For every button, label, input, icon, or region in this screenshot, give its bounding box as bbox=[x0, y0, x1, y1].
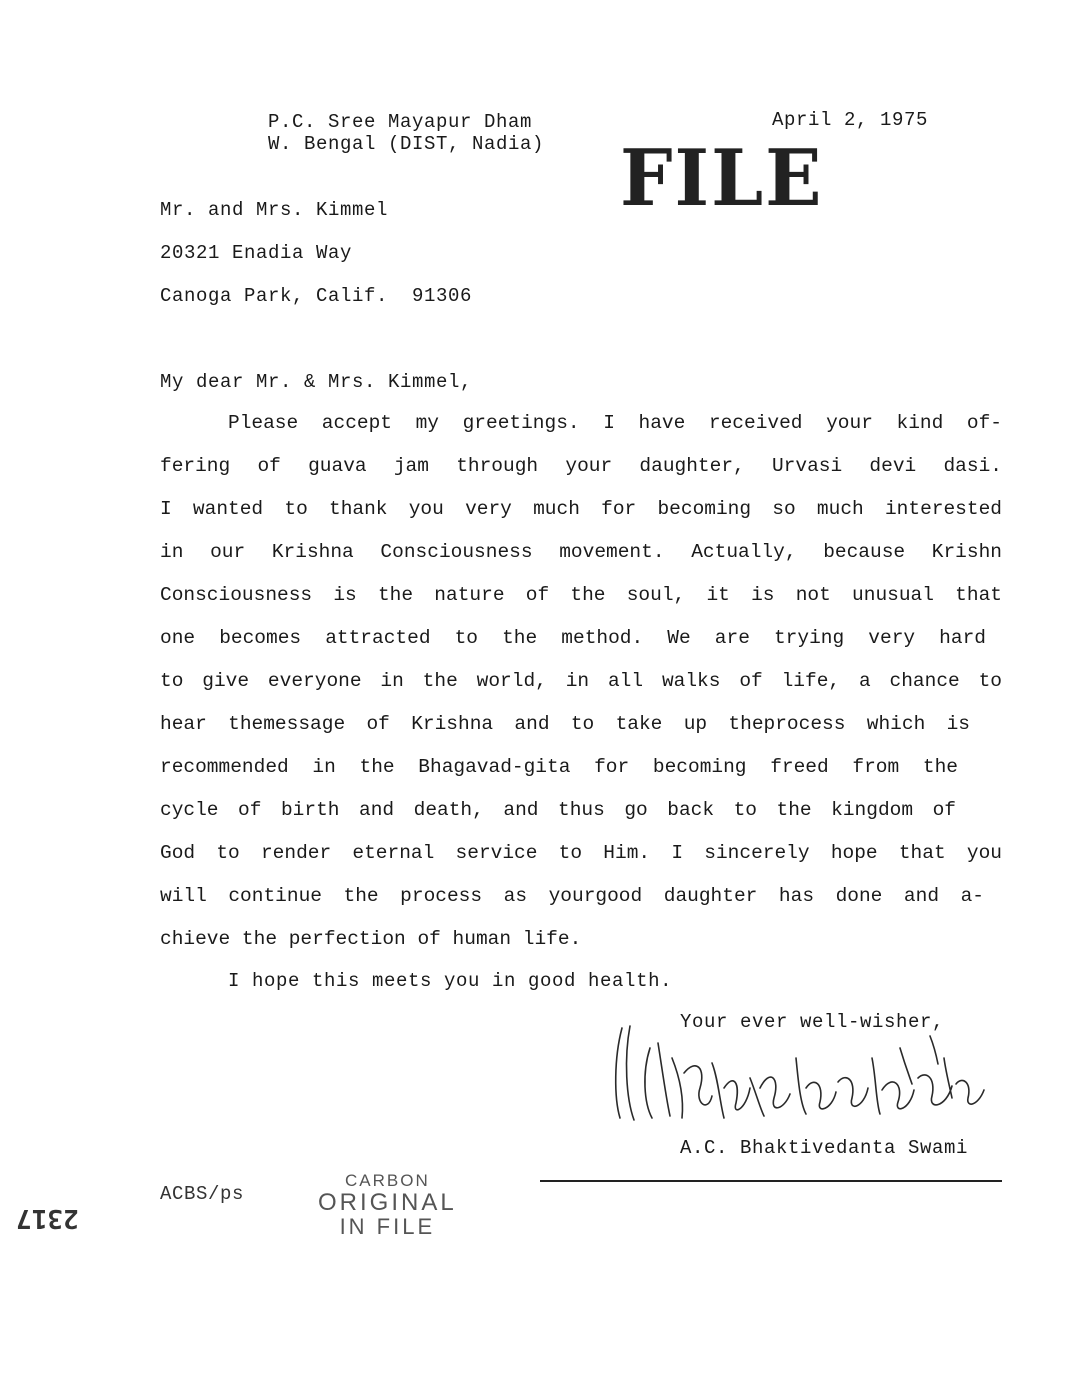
body-line: I wanted to thank you very much for becoming so much interested bbox=[160, 498, 1002, 520]
body-line: to give everyone in the world, in all walks of life, a chance to bbox=[160, 670, 1002, 692]
recipient-city: Canoga Park, Calif. 91306 bbox=[160, 285, 473, 307]
signer-name: A.C. Bhaktivedanta Swami bbox=[680, 1137, 969, 1159]
stamp-line: CARBON bbox=[344, 1171, 430, 1190]
sender-address-line-2: W. Bengal (DIST, Nadia) bbox=[268, 133, 545, 155]
carbon-original-stamp bbox=[318, 1172, 457, 1238]
body-line: in our Krishna Consciousness movement. Actually, because Krishn bbox=[160, 541, 1002, 563]
body-line: Consciousness is the nature of the soul, it is not unusual that bbox=[160, 584, 1002, 606]
body-line: recommended in the Bhagavad-gita for becoming freed from the bbox=[160, 756, 958, 778]
letter-date: April 2, 1975 bbox=[772, 109, 929, 131]
closing-line: I hope this meets you in good health. bbox=[228, 970, 673, 992]
reference-initials: ACBS/ps bbox=[160, 1183, 245, 1205]
body-line: chieve the perfection of human life. bbox=[160, 928, 582, 950]
body-line: one becomes attracted to the method. We are trying very hard bbox=[160, 627, 986, 649]
file-stamp: FILE bbox=[620, 133, 824, 225]
body-line: God to render eternal service to Him. I sincerely hope that you bbox=[160, 842, 1002, 864]
page-number: 2317 bbox=[16, 1203, 79, 1233]
body-line: will continue the process as yourgood daughter has done and a- bbox=[160, 885, 984, 907]
stamp-line: IN FILE bbox=[339, 1214, 436, 1240]
signature-rule bbox=[540, 1180, 1002, 1182]
sender-address-line-1: P.C. Sree Mayapur Dham bbox=[268, 111, 533, 133]
salutation: My dear Mr. & Mrs. Kimmel, bbox=[160, 371, 473, 393]
body-line: hear themessage of Krishna and to take up theprocess which is bbox=[160, 713, 970, 735]
handwritten-signature bbox=[600, 1018, 1000, 1133]
body-line: cycle of birth and death, and thus go back to the kingdom of bbox=[160, 799, 956, 821]
recipient-name: Mr. and Mrs. Kimmel bbox=[160, 199, 389, 221]
recipient-street: 20321 Enadia Way bbox=[160, 242, 353, 264]
stamp-line: ORIGINAL bbox=[318, 1188, 457, 1216]
valediction: Your ever well-wisher, bbox=[680, 1011, 945, 1033]
body-line: fering of guava jam through your daughter, Urvasi devi dasi. bbox=[160, 455, 1002, 477]
body-line: Please accept my greetings. I have received your kind of- bbox=[228, 412, 1002, 434]
